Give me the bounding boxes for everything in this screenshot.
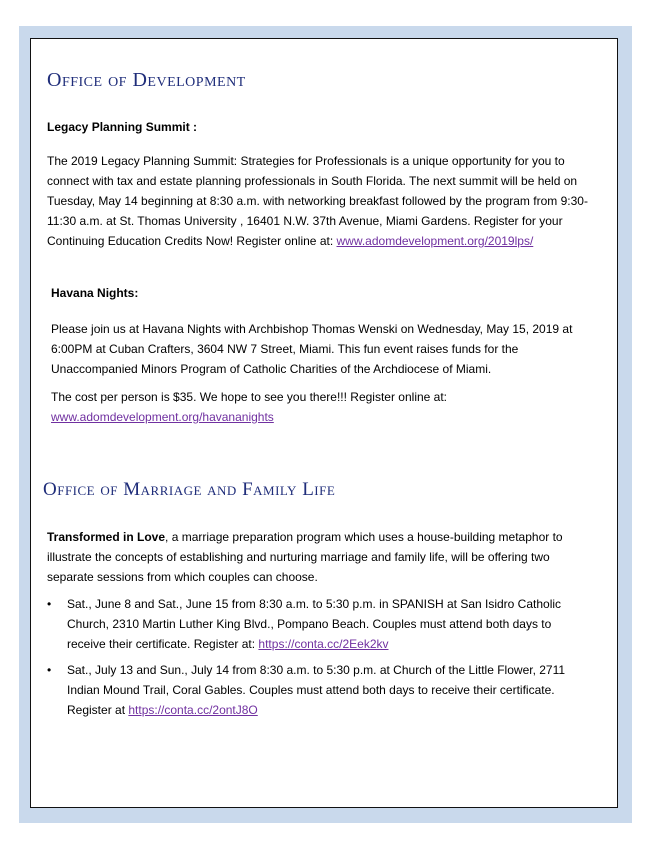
- legacy-summit-title: Legacy Planning Summit :: [47, 120, 198, 134]
- session-text: Sat., June 8 and Sat., June 15 from 8:30 a.m. to 5:30 p.m. in SPANISH at San Isidro Catholic Church, 2310 Martin Luther King Blvd., Pompano Beach. Couples must attend both days to receive their certificate. Register at:: [67, 597, 562, 651]
- bullet-icon: •: [47, 597, 52, 611]
- havana-nights-title: Havana Nights:: [51, 286, 139, 300]
- office-of-marriage-heading: Office of Marriage and Family Life: [43, 479, 336, 500]
- program-description: , a marriage preparation program which uses a house-building metaphor to illustrate the concepts of establishing and nurturing marriage and family life, will be offering two separate sessions from which couples can choose.: [47, 530, 563, 584]
- havana-nights-paragraph: Please join us at Havana Nights with Archbishop Thomas Wenski on Wednesday, May 15, 2019 at 6:00PM at Cuban Crafters, 3604 NW 7 Street, Miami. This fun event raises funds for the Unaccompanied Minors Program of Catholic Charities of the Archdiocese of Miami.: [51, 322, 573, 376]
- bullet-icon: •: [47, 663, 52, 677]
- havana-nights-cost: [51, 387, 599, 427]
- havana-nights-link[interactable]: www.adomdevelopment.org/havananights: [51, 410, 274, 424]
- legacy-summit-paragraph: [47, 151, 599, 251]
- transformed-in-love-paragraph: [47, 527, 599, 587]
- legacy-summit-text: The 2019 Legacy Planning Summit: Strategies for Professionals is a unique opportunity for you to connect with tax and estate planning professionals in South Florida. The next summit will be held on Tuesday, May 14 beginning at 8:30 a.m. with networking breakfast followed by the program from 9:30-11:30 a.m. at St. Thomas University , 16401 N.W. 37th Avenue, Miami Gardens. Register for your Continuing Education Credits Now! Register online at:: [47, 154, 588, 248]
- havana-cost-text: The cost per person is $35. We hope to see you there!!! Register online at:: [51, 390, 448, 404]
- program-name: Transformed in Love: [47, 530, 166, 544]
- session-register-link[interactable]: https://conta.cc/2ontJ8O: [128, 703, 258, 717]
- session-item: [67, 660, 589, 720]
- session-item: [67, 594, 589, 654]
- office-of-development-heading: Office of Development: [47, 69, 246, 91]
- session-register-link[interactable]: https://conta.cc/2Eek2kv: [258, 637, 389, 651]
- session-text: Sat., July 13 and Sun., July 14 from 8:30 a.m. to 5:30 p.m. at Church of the Little Flower, 2711 Indian Mound Trail, Coral Gables. Couples must attend both days to receive their certificate. Register at: [67, 663, 566, 717]
- legacy-summit-link[interactable]: www.adomdevelopment.org/2019lps/: [336, 234, 534, 248]
- newsletter-page: [30, 38, 618, 808]
